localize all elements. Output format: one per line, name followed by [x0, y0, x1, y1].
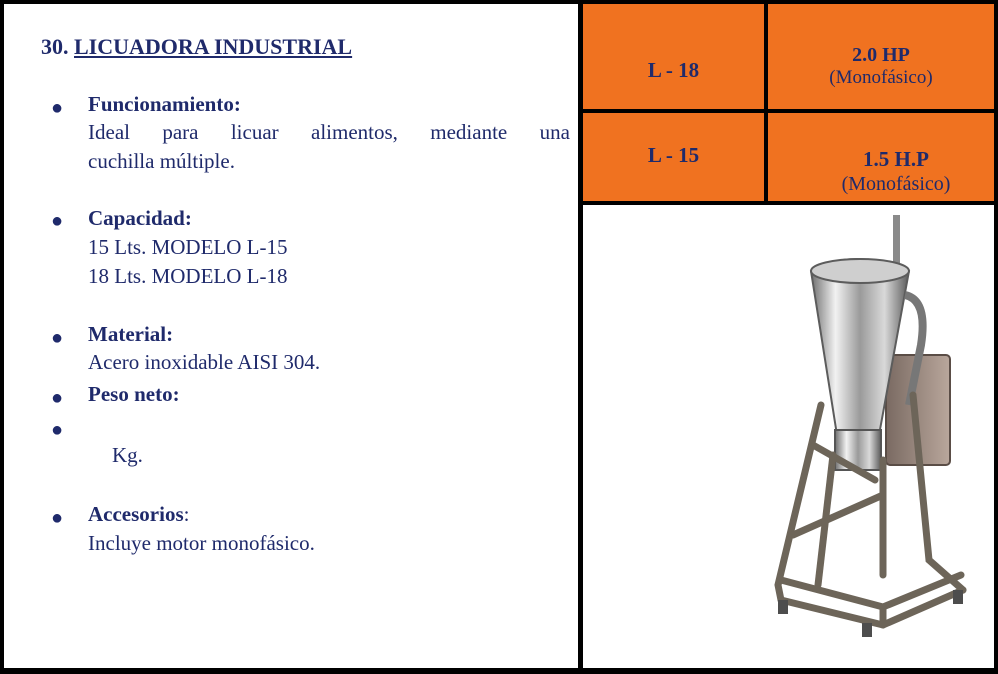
page-title — [41, 34, 352, 60]
capacidad-line-2: 18 Lts. MODELO L-18 — [88, 264, 288, 288]
material-text: Acero inoxidable AISI 304. — [88, 350, 321, 374]
word: alimentos, — [311, 120, 398, 144]
capacidad-heading: Capacidad: — [88, 206, 192, 230]
word: Ideal — [88, 120, 130, 144]
model-label: L - 18 — [647, 58, 700, 82]
word: una — [539, 120, 570, 144]
table-cell-model-1 — [583, 4, 764, 109]
capacidad-text — [88, 233, 287, 291]
material-heading: Material: — [88, 322, 174, 346]
industrial-blender-photo-icon — [583, 205, 994, 668]
peso-unit: Kg. — [112, 443, 143, 467]
description-panel — [4, 4, 578, 668]
capacidad-line-1: 15 Lts. MODELO L-15 — [88, 235, 288, 259]
bullet-icon: ● — [51, 327, 64, 349]
phase-label: (Monofásico) — [841, 173, 951, 195]
power-label: 1.5 H.P — [863, 147, 929, 171]
bullet-icon: ● — [51, 507, 64, 529]
power-label: 2.0 HP — [852, 44, 910, 66]
table-cell-power-1 — [768, 4, 994, 109]
product-photo — [583, 205, 994, 668]
table-cell-model-2 — [583, 113, 764, 201]
model-label: L - 15 — [647, 143, 700, 167]
bullet-icon: ● — [51, 97, 64, 119]
accesorios-text: Incluye motor monofásico. — [88, 531, 315, 555]
table-cell-power-2 — [768, 113, 994, 201]
funcionamiento-text — [88, 118, 570, 176]
phase-label: (Monofásico) — [829, 67, 933, 88]
bullet-icon: ● — [51, 419, 64, 441]
funcionamiento-line-1 — [88, 118, 570, 147]
word: para — [162, 120, 199, 144]
accesorios-colon: : — [183, 502, 190, 526]
accesorios-label: Accesorios — [88, 502, 184, 526]
word: licuar — [230, 120, 279, 144]
model-table — [583, 4, 994, 201]
bullet-icon: ● — [51, 387, 64, 409]
title-name: LICUADORA INDUSTRIAL — [74, 34, 353, 59]
funcionamiento-heading: Funcionamiento: — [88, 92, 241, 116]
bullet-icon: ● — [51, 210, 64, 232]
peso-heading: Peso neto: — [88, 382, 180, 406]
accesorios-heading — [88, 502, 189, 527]
funcionamiento-line-2: cuchilla múltiple. — [88, 149, 235, 173]
title-number: 30. — [41, 34, 69, 59]
word: mediante — [430, 120, 508, 144]
